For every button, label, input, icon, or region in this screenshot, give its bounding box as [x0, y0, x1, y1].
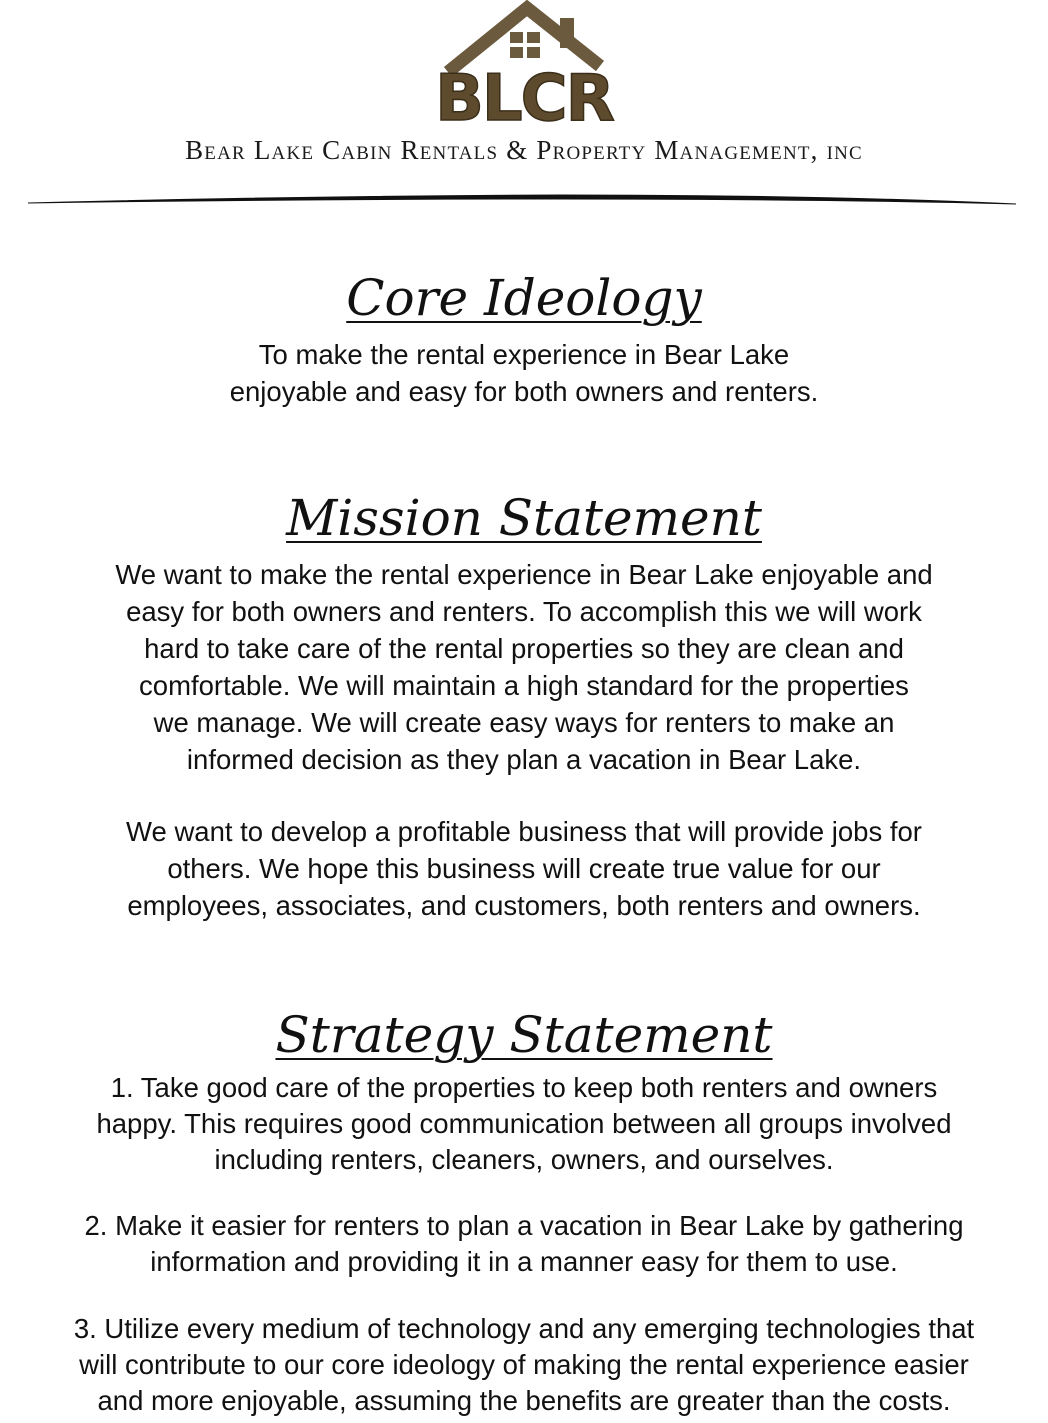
strategy-statement-heading: Strategy Statement — [275, 1006, 773, 1064]
strategy-item-1: 1. Take good care of the properties to keep both renters and owners happy. This requires good communication between all groups involved including renters, cleaners, owners, and ourselves. — [96, 1072, 952, 1175]
core-ideology-heading: Core Ideology — [346, 269, 702, 327]
logo-chimney — [560, 18, 574, 48]
mission-statement-heading: Mission Statement — [286, 489, 762, 547]
core-ideology-text: To make the rental experience in Bear Lake enjoyable and easy for both owners and renters. — [229, 339, 819, 407]
strategy-item-2: 2. Make it easier for renters to plan a vacation in Bear Lake by gathering information and providing it in a manner easy for them to use. — [84, 1210, 964, 1277]
logo-text: BLCR — [435, 62, 613, 130]
mission-paragraph-1: We want to make the rental experience in Bear Lake enjoyable and easy for both owners and renters. To accomplish this we will work hard to take care of the rental properties so they are clean and comfortable. We will maintain a high standard for the properties we manage. We will create easy ways for renters to make an informed decision as they plan a vacation in Bear Lake. — [115, 559, 933, 775]
blcr-logo — [0, 0, 1048, 130]
company-name: Bear Lake Cabin Rentals & Property Management, inc — [185, 135, 863, 165]
header-divider — [0, 185, 1048, 215]
mission-paragraph-2: We want to develop a profitable business that will provide jobs for others. We hope this business will create true value for our employees, associates, and customers, both renters and owners. — [126, 816, 922, 921]
strategy-item-3: 3. Utilize every medium of technology and any emerging technologies that will contribute to our core ideology of making the rental experience easier and more enjoyable, assuming the benefits are greater than the costs. — [73, 1313, 975, 1416]
logo-window — [510, 32, 540, 58]
